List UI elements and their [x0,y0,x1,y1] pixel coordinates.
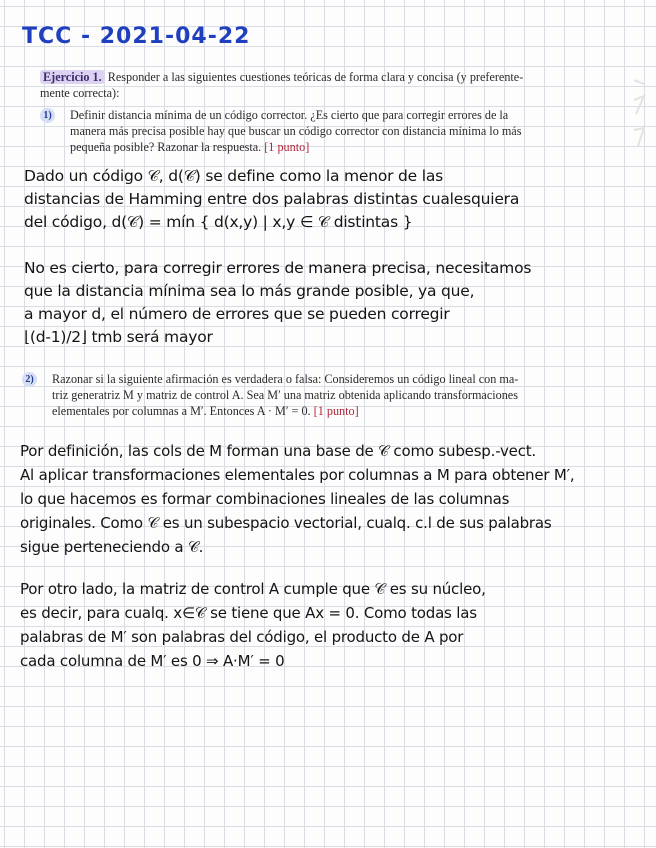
answer-1-line: que la distancia mínima sea lo más grande posible, ya que, [24,282,475,300]
answer-1-line: No es cierto, para corregir errores de manera precisa, necesitamos [24,259,532,277]
answer-2-line: es decir, para cualq. x∈𝒞 se tiene que Ax = 0. Como todas las [20,604,477,622]
answer-1-line: ⌊(d-1)/2⌋ tmb será mayor [24,328,213,346]
question-1-number: 1) [40,108,55,123]
question-2-line1: Razonar si la siguiente afirmación es verdadera o falsa: Consideremos un código lineal con ma- [52,372,519,386]
answer-2-line: sigue perteneciendo a 𝒞. [20,538,204,556]
page-edge-mark-shape [628,70,650,160]
exercise-intro-line1: Responder a las siguientes cuestiones teóricas de forma clara y concisa (y preferente- [107,70,524,84]
answer-2-line: originales. Como 𝒞 es un subespacio vectorial, cualq. c.l de sus palabras [20,514,552,532]
exercise-intro-line2: mente correcta): [40,86,120,100]
exercise-title: Ejercicio 1. [40,70,105,84]
question-2-line3-text: elementales por columnas a M′. Entonces A · M′ = 0. [52,404,311,418]
question-1-points: [1 punto] [264,140,310,154]
exercise-intro [40,69,523,85]
question-2-line2: triz generatriz M y matriz de control A. Sea M′ una matriz obtenida aplicando transformaciones [52,388,518,402]
question-2-number: 2) [22,372,37,387]
page-edge-mark [628,70,650,160]
question-1-line3 [70,139,309,155]
answer-2-line: Al aplicar transformaciones elementales por columnas a M para obtener M′, [20,466,575,484]
question-1-line1: Definir distancia mínima de un código corrector. ¿Es cierto que para corregir errores de la [70,108,509,122]
answer-2-line: Por definición, las cols de M forman una base de 𝒞 como subesp.-vect. [20,442,537,460]
answer-2-line: Por otro lado, la matriz de control A cumple que 𝒞 es su núcleo, [20,580,486,598]
answer-1-line: del código, d(𝒞) = mín { d(x,y) | x,y ∈ 𝒞 distintas } [24,213,413,231]
question-1-line2: manera más precisa posible hay que buscar un código corrector con distancia mínima lo más [70,124,522,138]
question-2-points: [1 punto] [313,404,359,418]
answer-1-line: distancias de Hamming entre dos palabras distintas cualesquiera [24,190,520,208]
answer-1-line: Dado un código 𝒞, d(𝒞) se define como la menor de las [24,167,444,185]
question-1-line3-text: pequeña posible? Razonar la respuesta. [70,140,262,154]
answer-2-line: cada columna de M′ es 0 ⇒ A·M′ = 0 [20,652,285,670]
date-heading: TCC - 2021-04-22 [22,24,251,49]
answer-2-line: palabras de M′ son palabras del código, el producto de A por [20,628,464,646]
question-2-line3 [52,403,359,419]
answer-2-line: lo que hacemos es formar combinaciones lineales de las columnas [20,490,510,508]
answer-1-line: a mayor d, el número de errores que se pueden corregir [24,305,450,323]
